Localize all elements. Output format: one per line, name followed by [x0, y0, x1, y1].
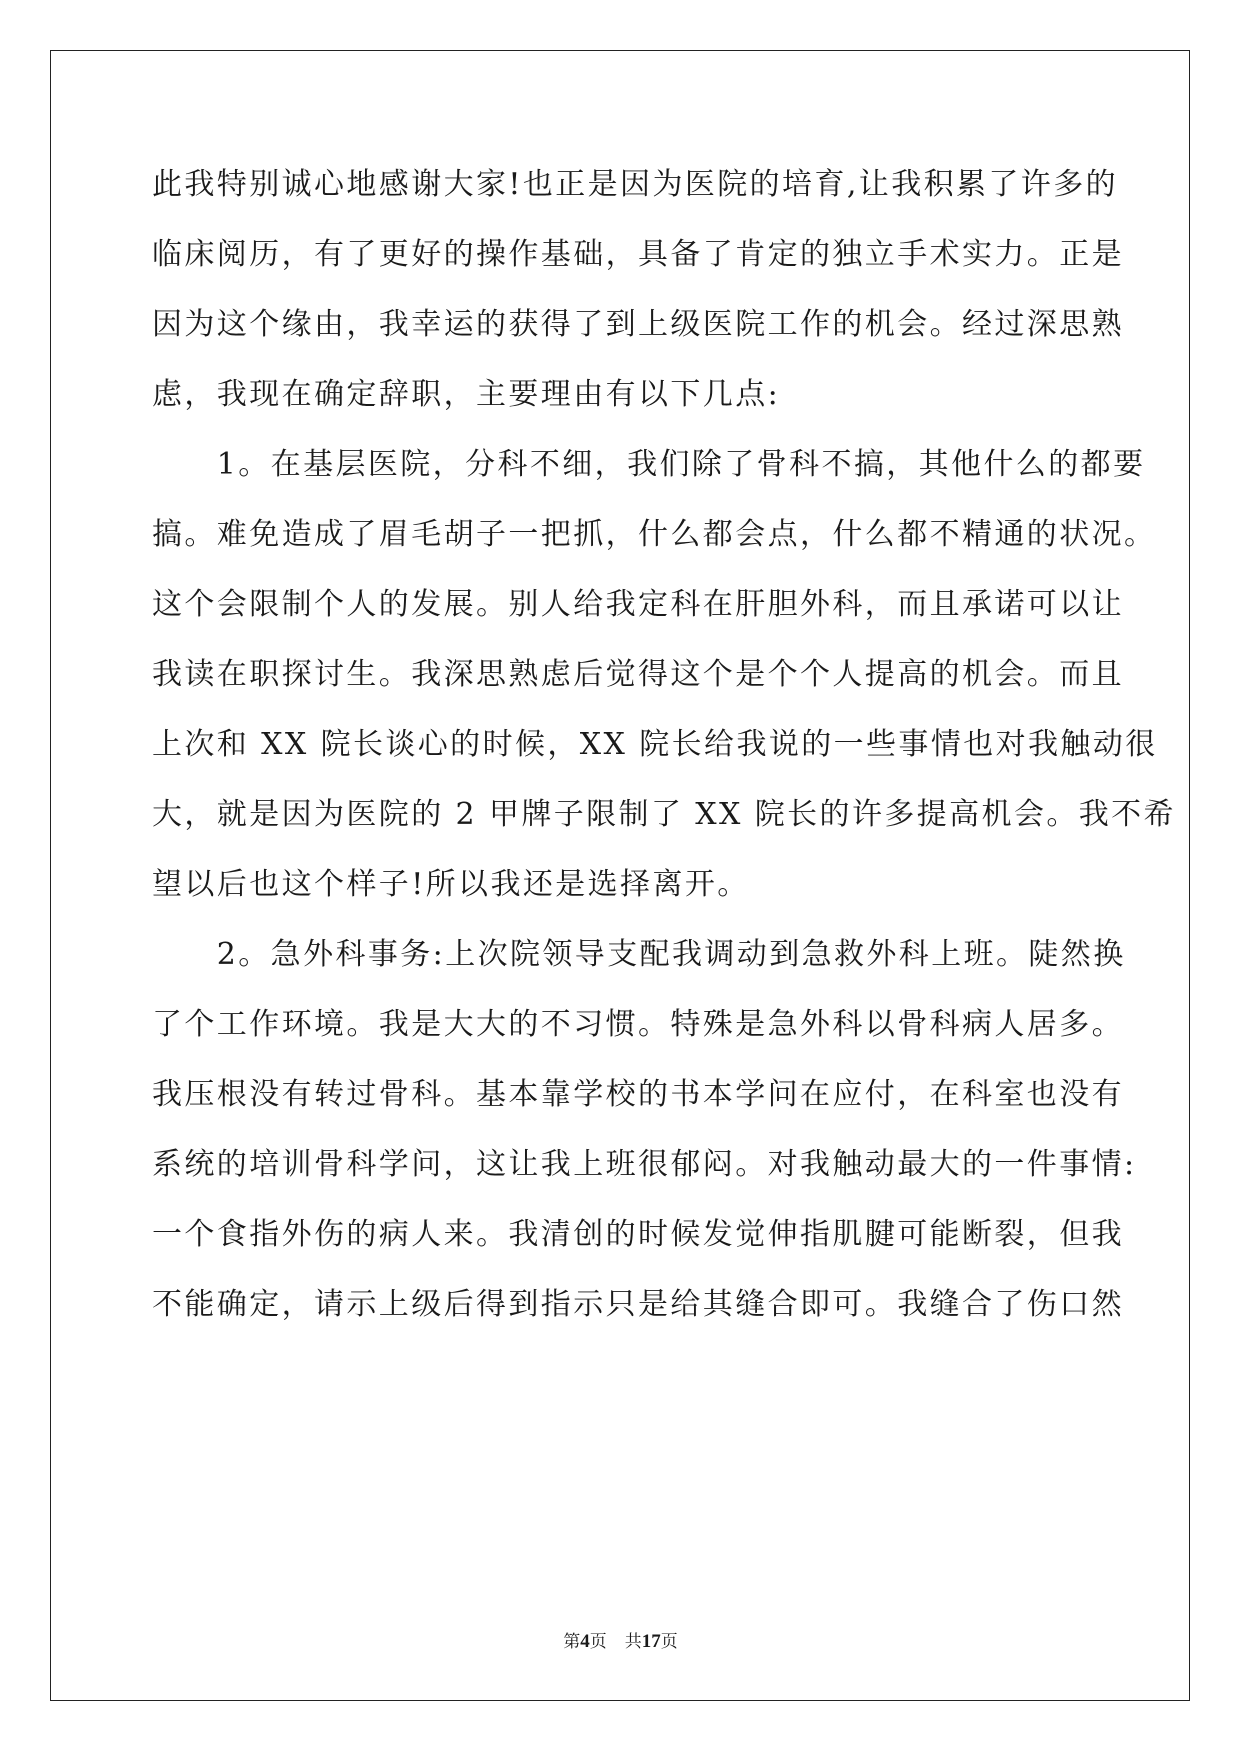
- page-number: 4: [580, 1631, 590, 1652]
- text-line: 大，就是因为医院的 2 甲牌子限制了 XX 院长的许多提高机会。我不希: [152, 797, 1176, 832]
- text-line: 此我特别诚心地感谢大家!也正是因为医院的培育,让我积累了许多的: [152, 167, 1118, 202]
- text-line: 2。急外科事务:上次院领导支配我调动到急救外科上班。陡然换: [152, 937, 1126, 972]
- text-line: 临床阅历，有了更好的操作基础，具备了肯定的独立手术实力。正是: [152, 237, 1124, 272]
- total-prefix: 共: [624, 1632, 642, 1652]
- text-line: 我压根没有转过骨科。基本靠学校的书本学问在应付，在科室也没有: [152, 1077, 1124, 1112]
- text-line: 搞。难免造成了眉毛胡子一把抓，什么都会点，什么都不精通的状况。: [152, 517, 1157, 552]
- page-footer: [0, 1627, 1241, 1653]
- text-line: 虑，我现在确定辞职，主要理由有以下几点:: [152, 377, 781, 412]
- page-unit: 页: [589, 1632, 607, 1652]
- page-prefix: 第: [563, 1632, 581, 1652]
- text-line: 1。在基层医院，分科不细，我们除了骨科不搞，其他什么的都要: [152, 447, 1146, 482]
- text-line: 我读在职探讨生。我深思熟虑后觉得这个是个个人提高的机会。而且: [152, 657, 1124, 692]
- text-line: 因为这个缘由，我幸运的获得了到上级医院工作的机会。经过深思熟: [152, 307, 1124, 342]
- text-line: 不能确定，请示上级后得到指示只是给其缝合即可。我缝合了伤口然: [152, 1287, 1124, 1322]
- text-line: 望以后也这个样子!所以我还是选择离开。: [152, 867, 750, 902]
- text-line: 系统的培训骨科学问，这让我上班很郁闷。对我触动最大的一件事情:: [152, 1147, 1137, 1182]
- text-line: 了个工作环境。我是大大的不习惯。特殊是急外科以骨科病人居多。: [152, 1007, 1124, 1042]
- text-line: 一个食指外伤的病人来。我清创的时候发觉伸指肌腱可能断裂，但我: [152, 1217, 1124, 1252]
- text-line: 这个会限制个人的发展。别人给我定科在肝胆外科，而且承诺可以让: [152, 587, 1124, 622]
- total-unit: 页: [660, 1632, 678, 1652]
- text-line: 上次和 XX 院长谈心的时候，XX 院长给我说的一些事情也对我触动很: [152, 727, 1158, 762]
- total-pages: 17: [641, 1631, 661, 1652]
- document-body: [152, 150, 1176, 1340]
